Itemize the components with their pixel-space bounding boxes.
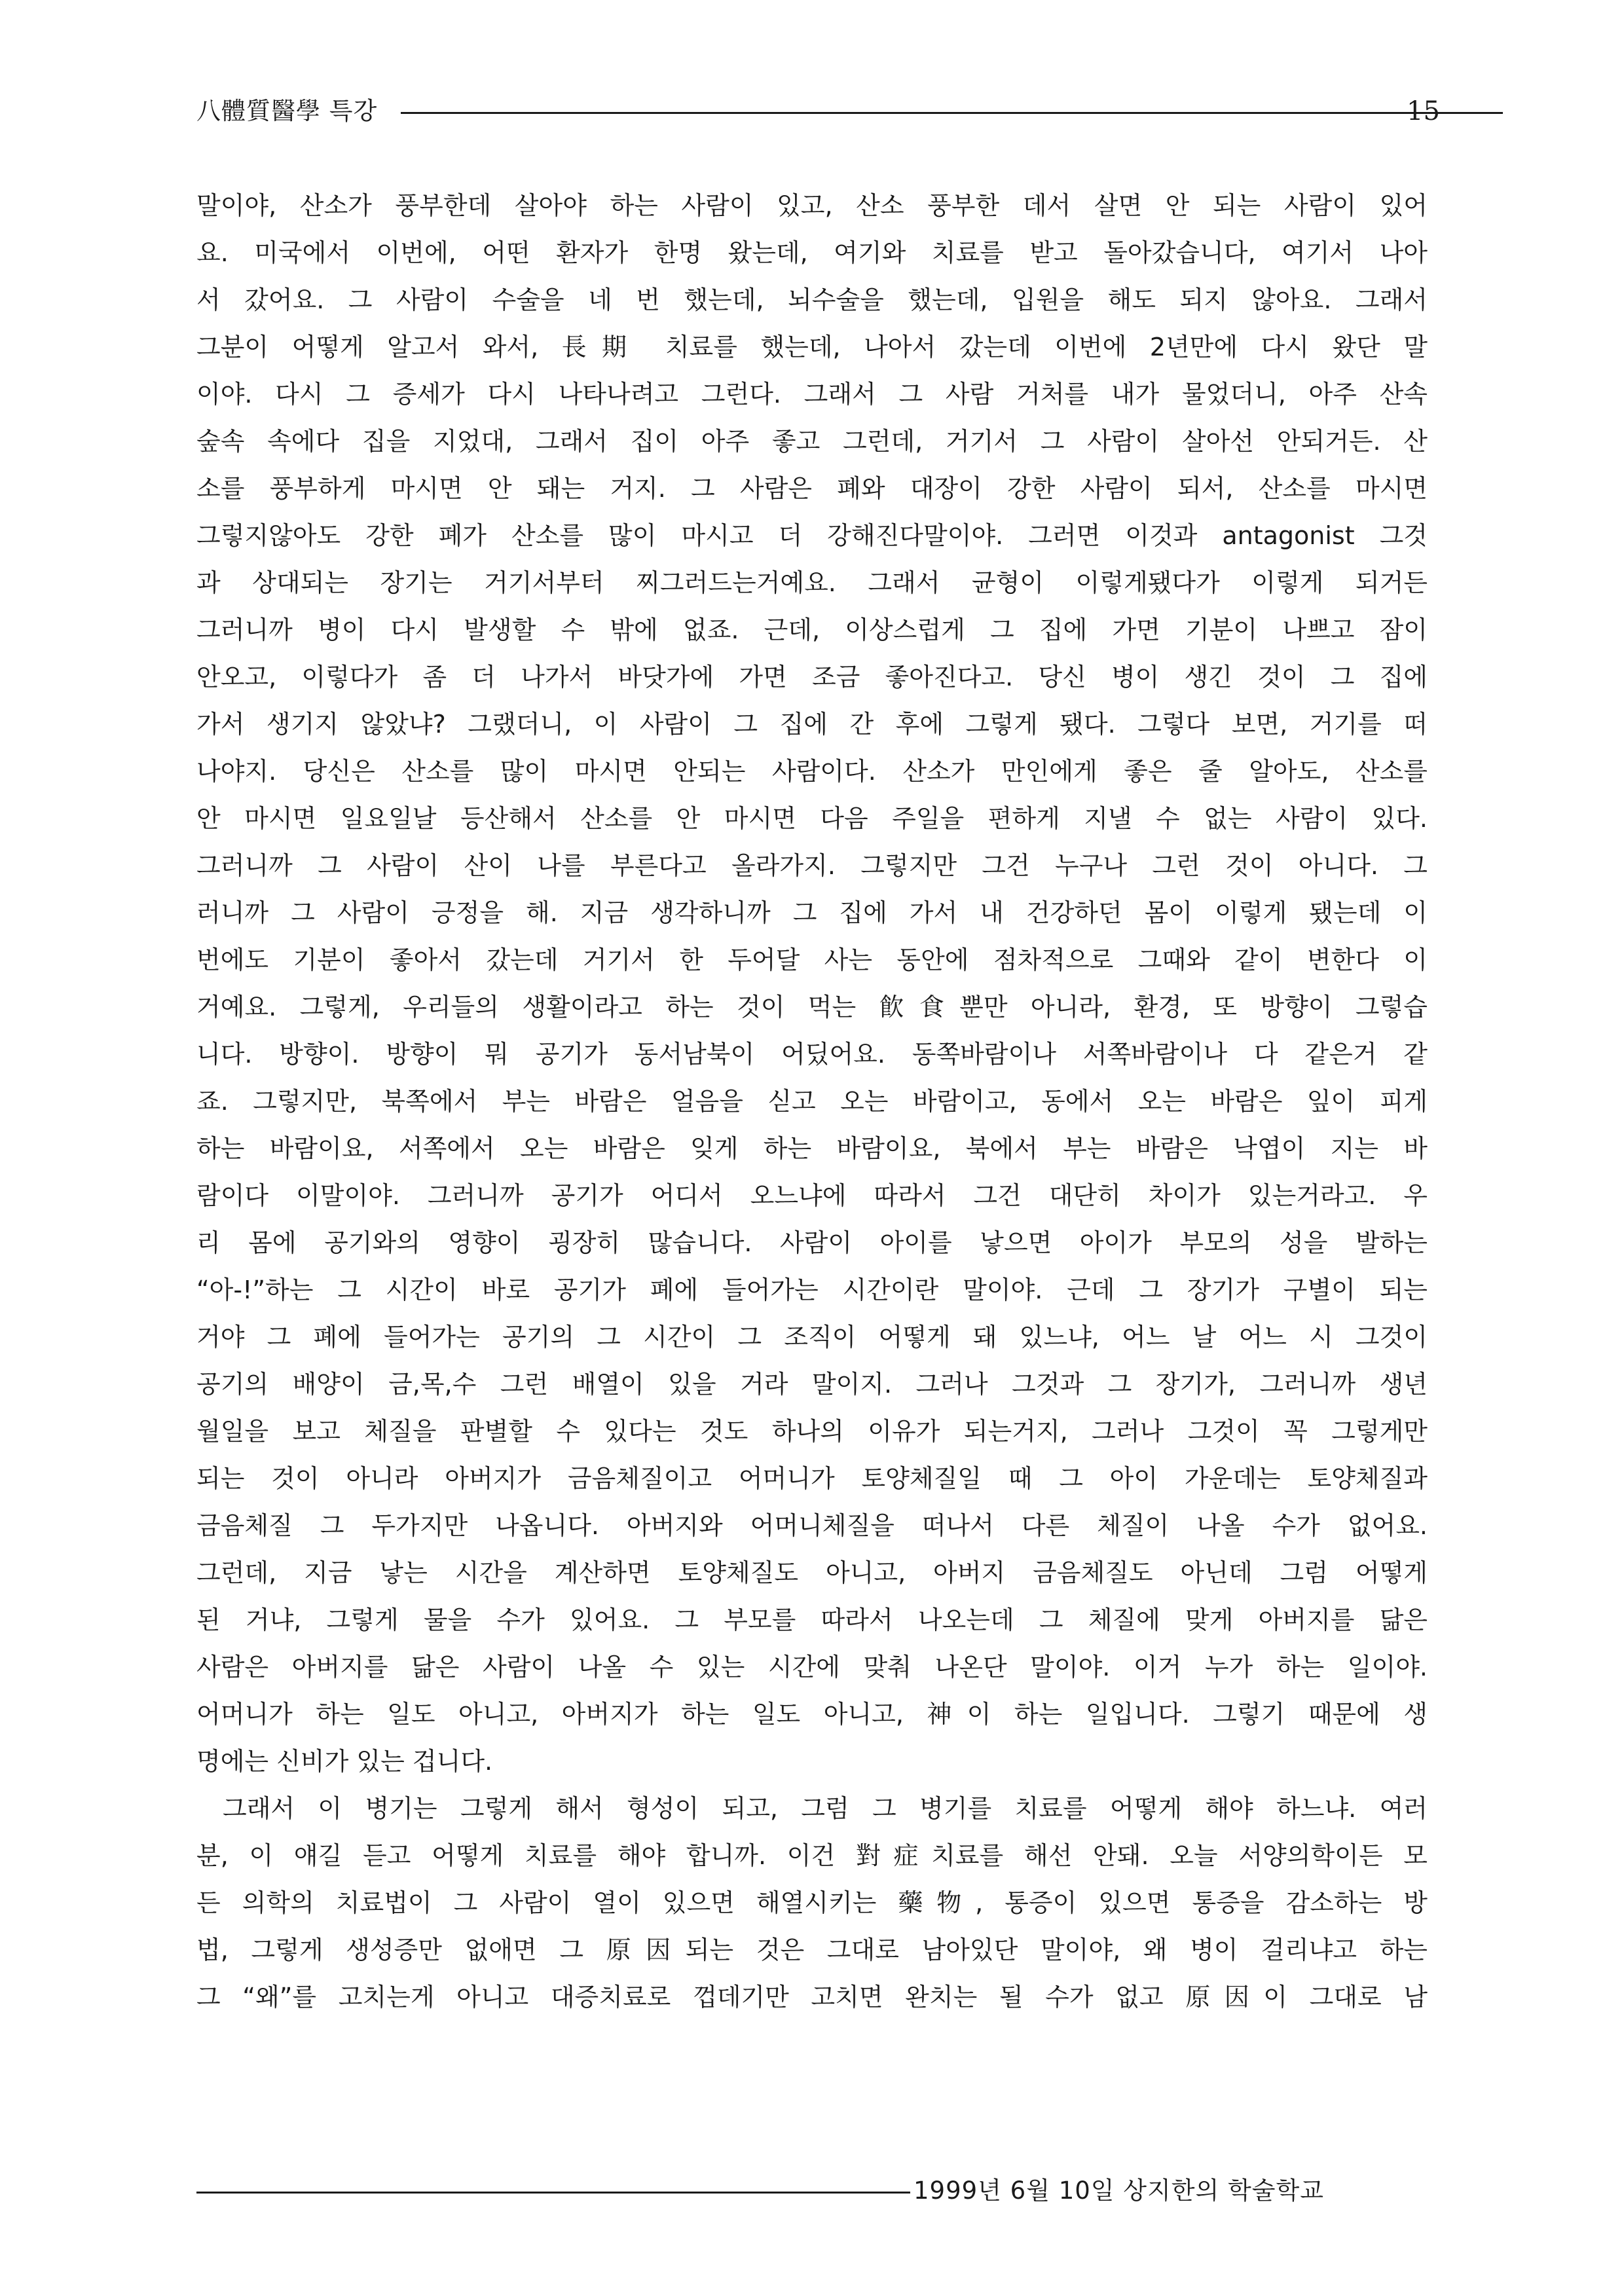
text-line: 사람은 아버지를 닮은 사람이 나올 수 있는 시간에 맞춰 나온단 말이야. 이거 누가 하는 일이야. xyxy=(196,1653,1428,1681)
text-line: 람이다 이말이야. 그러니까 공기가 어디서 오느냐에 따라서 그건 대단히 차이가 있는거라고. 우 xyxy=(196,1181,1428,1210)
text-line: 니다. 방향이. 방향이 뭐 공기가 동서남북이 어딨어요. 동쪽바람이나 서쪽바람이나 다 같은거 같 xyxy=(196,1040,1428,1069)
page-header xyxy=(196,92,1441,131)
text-line: 분, 이 얘길 듣고 어떻게 치료를 해야 합니까. 이건 對症치료를 해선 안돼. 오늘 서양의학이든 모 xyxy=(196,1841,1428,1870)
text-line: “아-!”하는 그 시간이 바로 공기가 폐에 들어가는 시간이란 말이야. 근데 그 장기가 구별이 되는 xyxy=(196,1276,1428,1304)
text-line: 월일을 보고 체질을 판별할 수 있다는 것도 하나의 이유가 되는거지, 그러나 그것이 꼭 그렇게만 xyxy=(196,1417,1428,1446)
text-line: 안오고, 이렇다가 좀 더 나가서 바닷가에 가면 조금 좋아진다고. 당신 병이 생긴 것이 그 집에 xyxy=(196,663,1428,691)
text-line: 이야. 다시 그 증세가 다시 나타나려고 그런다. 그래서 그 사람 거처를 내가 물었더니, 아주 산속 xyxy=(196,380,1428,409)
text-line: 명에는 신비가 있는 겁니다. xyxy=(196,1747,493,1776)
text-line: 요. 미국에서 이번에, 어떤 환자가 한명 왔는데, 여기와 치료를 받고 돌아갔습니다, 여기서 나아 xyxy=(196,238,1428,267)
text-line: 거예요. 그렇게, 우리들의 생활이라고 하는 것이 먹는 飮食뿐만 아니라, 환경, 또 방향이 그렇습 xyxy=(196,993,1428,1021)
text-line: 가서 생기지 않았냐? 그랬더니, 이 사람이 그 집에 간 후에 그렇게 됐다. 그렇다 보면, 거기를 떠 xyxy=(196,710,1428,739)
text-line: 말이야, 산소가 풍부한데 살아야 하는 사람이 있고, 산소 풍부한 데서 살면 안 되는 사람이 있어 xyxy=(196,191,1428,220)
text-line: 든 의학의 치료법이 그 사람이 열이 있으면 해열시키는 藥物, 통증이 있으면 통증을 감소하는 방 xyxy=(196,1888,1428,1917)
header-title: 八體質醫學 특강 xyxy=(196,97,378,125)
text-line: 된 거냐, 그렇게 물을 수가 있어요. 그 부모를 따라서 나오는데 그 체질에 맞게 아버지를 닮은 xyxy=(196,1606,1428,1634)
text-line: 리 몸에 공기와의 영향이 굉장히 많습니다. 사람이 아이를 낳으면 아이가 부모의 성을 발하는 xyxy=(196,1228,1428,1257)
text-line: 나야지. 당신은 산소를 많이 마시면 안되는 사람이다. 산소가 만인에게 좋은 줄 알아도, 산소를 xyxy=(196,757,1428,786)
text-line: 거야 그 폐에 들어가는 공기의 그 시간이 그 조직이 어떻게 돼 있느냐, 어느 날 어느 시 그것이 xyxy=(196,1323,1428,1351)
text-line: 죠. 그렇지만, 북쪽에서 부는 바람은 얼음을 싣고 오는 바람이고, 동에서 오는 바람은 잎이 피게 xyxy=(196,1087,1428,1116)
body-text xyxy=(196,182,1428,2021)
text-line: 그분이 어떻게 알고서 와서, 長期 치료를 했는데, 나아서 갔는데 이번에 2년만에 다시 왔단 말 xyxy=(196,333,1428,361)
text-line: 서 갔어요. 그 사람이 수술을 네 번 했는데, 뇌수술을 했는데, 입원을 해도 되지 않아요. 그래서 xyxy=(196,285,1428,314)
text-line: 그러니까 병이 다시 발생할 수 밖에 없죠. 근데, 이상스럽게 그 집에 가면 기분이 나쁘고 잠이 xyxy=(196,615,1428,644)
text-line: 숲속 속에다 집을 지었대, 그래서 집이 아주 좋고 그런데, 거기서 그 사람이 살아선 안되거든. 산 xyxy=(196,427,1428,456)
page-number: 15 xyxy=(1407,96,1440,126)
page-footer xyxy=(196,2171,1441,2211)
text-line: 러니까 그 사람이 긍정을 해. 지금 생각하니까 그 집에 가서 내 건강하던 몸이 이렇게 됐는데 이 xyxy=(196,898,1428,927)
text-line: 그러니까 그 사람이 산이 나를 부른다고 올라가지. 그렇지만 그건 누구나 그런 것이 아니다. 그 xyxy=(196,851,1428,880)
text-line: 과 상대되는 장기는 거기서부터 찌그러드는거예요. 그래서 균형이 이렇게됐다가 이렇게 되거든 xyxy=(196,568,1428,597)
text-line: 하는 바람이요, 서쪽에서 오는 바람은 잊게 하는 바람이요, 북에서 부는 바람은 낙엽이 지는 바 xyxy=(196,1134,1428,1163)
text-line: 어머니가 하는 일도 아니고, 아버지가 하는 일도 아니고, 神이 하는 일입니다. 그렇기 때문에 생 xyxy=(196,1700,1428,1729)
text-line: 되는 것이 아니라 아버지가 금음체질이고 어머니가 토양체질일 때 그 아이 가운데는 토양체질과 xyxy=(196,1464,1428,1493)
footer-rule xyxy=(196,2192,910,2194)
text-line: 그런데, 지금 낳는 시간을 계산하면 토양체질도 아니고, 아버지 금음체질도 아닌데 그럼 어떻게 xyxy=(196,1558,1428,1587)
text-line: 공기의 배양이 금,목,수 그런 배열이 있을 거라 말이지. 그러나 그것과 그 장기가, 그러니까 생년 xyxy=(196,1370,1428,1399)
text-line: 법, 그렇게 생성증만 없애면 그 原因되는 것은 그대로 남아있단 말이야, 왜 병이 걸리냐고 하는 xyxy=(196,1936,1428,1964)
text-line: 안 마시면 일요일날 등산해서 산소를 안 마시면 다음 주일을 편하게 지낼 수 없는 사람이 있다. xyxy=(196,804,1428,833)
text-line: 소를 풍부하게 마시면 안 돼는 거지. 그 사람은 폐와 대장이 강한 사람이 되서, 산소를 마시면 xyxy=(196,474,1428,503)
paragraph-start-line: 그래서 이 병기는 그렇게 해서 형성이 되고, 그럼 그 병기를 치료를 어떻게 해야 하느냐. 여러 xyxy=(223,1794,1428,1823)
text-line: 그 “왜”를 고치는게 아니고 대증치료로 껍데기만 고치면 완치는 될 수가 없고 原因이 그대로 남 xyxy=(196,1983,1428,2011)
footer-text: 1999년 6월 10일 상지한의 학술학교 xyxy=(913,2176,1324,2205)
header-rule xyxy=(401,112,1503,114)
text-line: 금음체질 그 두가지만 나옵니다. 아버지와 어머니체질을 떠나서 다른 체질이 나올 수가 없어요. xyxy=(196,1511,1428,1540)
text-line: 그렇지않아도 강한 폐가 산소를 많이 마시고 더 강해진다말이야. 그러면 이것과 antagonist 그것 xyxy=(196,521,1428,550)
text-line: 번에도 기분이 좋아서 갔는데 거기서 한 두어달 사는 동안에 점차적으로 그때와 같이 변한다 이 xyxy=(196,946,1428,974)
